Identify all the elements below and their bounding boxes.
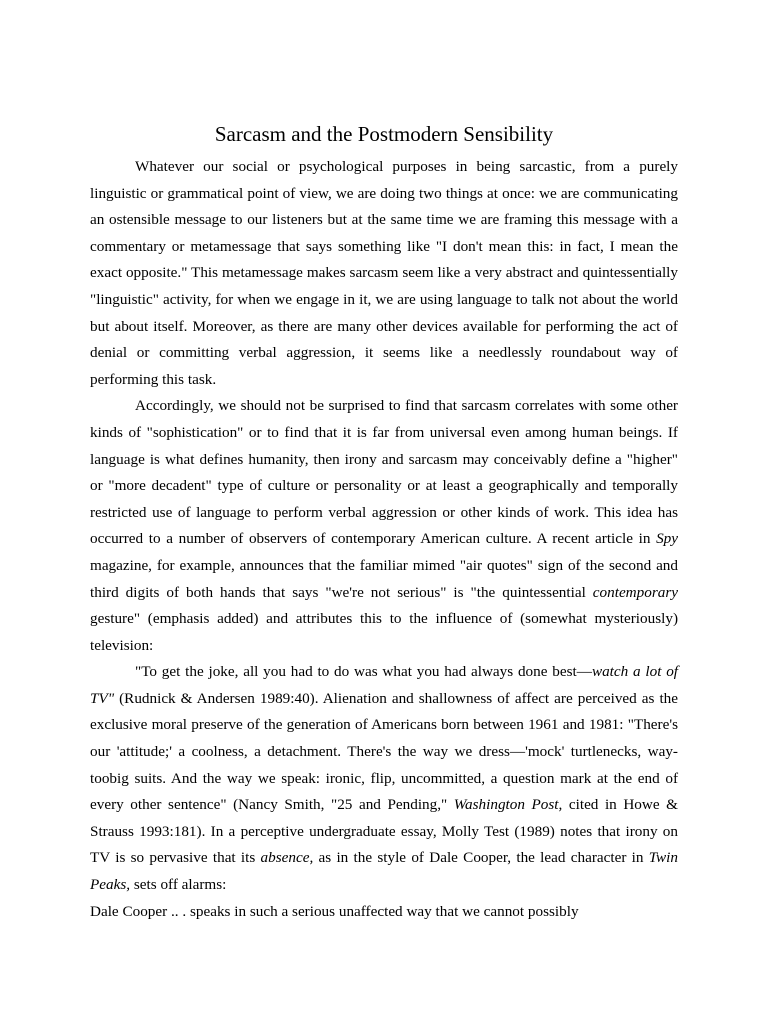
text-run: sets off alarms: xyxy=(130,876,227,894)
paragraph xyxy=(90,659,678,898)
text-run: "To get the joke, all you had to do was what you had always done best— xyxy=(135,663,592,681)
text-run: Dale Cooper .. . speaks in such a serious unaffected way that we cannot possibly xyxy=(90,902,579,920)
text-run: as in the style of Dale Cooper, the lead character in xyxy=(313,849,649,867)
text-run: Whatever our social or psychological purposes in being sarcastic, from a purely linguistic or grammatical point of view, we are doing two things at once: we are communicating an ostensible message to our listeners but at the same time we are framing this message with a commentary or metamessage that says something like "I don't mean this: in fact, I mean the exact opposite." This metamessage makes sarcasm seem like a very abstract and quintessentially "linguistic" activity, for when we engage in it, we are using language to talk not about the world but about itself. Moreover, as there are many other devices available for performing the act of denial or committing verbal aggression, it seems like a needlessly roundabout way of performing this task. xyxy=(90,158,678,388)
paragraph xyxy=(90,899,678,926)
document-body xyxy=(90,154,678,925)
text-run: (Rudnick & Andersen 1989:40). Alienation and shallowness of affect are perceived as the exclusive moral preserve of the generation of Americans born between 1961 and 1981: "There's our 'attitude;' a coolness, a detachment. There's the way we dress—'mock' turtlenecks, way-toobig suits. And the way we speak: ironic, flip, uncommitted, a question mark at the end of every other sentence" (Nancy Smith, "25 and Pending," xyxy=(90,689,678,814)
italic-text: absence, xyxy=(260,849,314,867)
italic-text: watch a lot of TV" xyxy=(90,663,679,707)
italic-text: Spy xyxy=(656,530,678,548)
italic-text: contemporary xyxy=(592,583,678,601)
text-run: gesture" (emphasis added) and attributes this to the influence of (somewhat mysteriously) television: xyxy=(90,610,678,654)
italic-text: Washington Post, xyxy=(453,796,563,814)
text-run: Accordingly, we should not be surprised to find that sarcasm correlates with some other kinds of "sophistication" or to find that it is far from universal even among human beings. If language is what defines humanity, then irony and sarcasm may conceivably define a "higher" or "more decadent" type of culture or personality or at least a geographically and temporally restricted use of language to perform verbal aggression or other kinds of work. This idea has occurred to a number of observers of contemporary American culture. A recent article in xyxy=(90,397,678,548)
text-run: cited in Howe & Strauss 1993:181). In a perceptive undergraduate essay, Molly Test (1989) notes that irony on TV is so pervasive that its xyxy=(90,796,678,867)
document-title: Sarcasm and the Postmodern Sensibility xyxy=(214,122,554,146)
italic-text: Twin Peaks, xyxy=(90,849,678,894)
paragraph xyxy=(90,393,678,659)
paragraph xyxy=(90,154,678,393)
text-run: magazine, for example, announces that the familiar mimed "air quotes" sign of the second and third digits of both hands that says "we're not serious" is "the quintessential xyxy=(90,556,678,601)
